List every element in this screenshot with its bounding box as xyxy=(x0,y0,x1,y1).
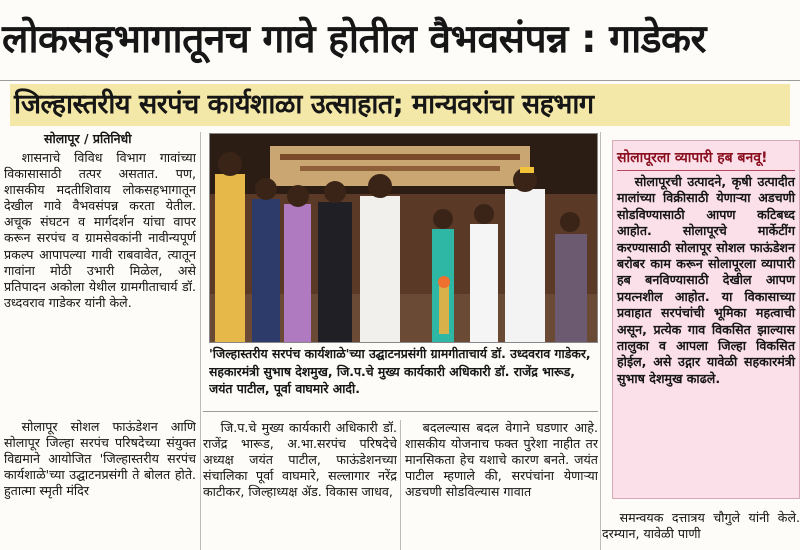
column-divider xyxy=(200,132,201,550)
article-column-2 xyxy=(203,420,397,550)
column-divider xyxy=(400,420,401,550)
sidebar-box xyxy=(612,140,800,499)
photo-caption: 'जिल्हास्तरीय सरपंच कार्यशाळे'च्या उद्घाटनप्रसंगी ग्रामगीताचार्य डॉ. उध्दवराव गाडेकर, सहकारमंत्री सुभाष देशमुख, जि.प.चे मुख्य कार्यकारी अधिकारी डॉ. राजेंद्र भारूड, जयंत पाटील, पूर्वा वाघमारे आदी. xyxy=(209,346,591,396)
article-column-1-top xyxy=(4,150,196,395)
paragraph: समन्वयक दत्तात्रय चौगुले यांनी केले. दरम्यान, यावेळी पाणी xyxy=(602,510,800,542)
event-photo xyxy=(209,133,598,343)
byline: सोलापूर / प्रतिनिधी xyxy=(44,131,132,146)
sidebar-body xyxy=(617,174,795,387)
paragraph: शासनाचे विविध विभाग गावांच्या विकासासाठी तत्पर असतात. पण, शासकीय मदतीशिवाय लोकसहभागातून देखील गावे वैभवसंपन्न करता येतील. अचूक संघटन व मार्गदर्शन यांचा वापर करून सरपंच व ग्रामसेवकांनी नावीन्यपूर्ण प्रकल्प आपापल्या गावी राबवावेत, त्यातून गावांना मोठी उभारी मिळेल, असे प्रतिपादन अकोला येथील ग्रामगीताचार्य डॉ. उध्दवराव गाडेकर यांनी केले. xyxy=(4,150,196,310)
article-column-1-bottom xyxy=(4,419,196,550)
article-column-3 xyxy=(405,420,598,550)
article-column-4 xyxy=(602,510,800,550)
caption-rule xyxy=(203,411,598,412)
subheadline: जिल्हास्तरीय सरपंच कार्यशाळा उत्साहात; मान्यवरांचा सहभाग xyxy=(10,84,790,126)
paragraph: जि.प.चे मुख्य कार्यकारी अधिकारी डॉ. राजेंद्र भारूड, अ.भा.सरपंच परिषदेचे अध्यक्ष जयंत पाटील, फाऊंडेशनच्या संचालिका पूर्वा वाघमारे, सल्लागार नरेंद्र काटीकर, जिल्हाध्यक्ष ॲड. विकास जाधव, xyxy=(203,420,397,500)
headline-rule xyxy=(0,80,800,81)
headline: लोकसहभागातूनच गावे होतील वैभवसंपन्न : गाडेकर xyxy=(2,17,706,62)
sidebar-title: सोलापूरला व्यापारी हब बनवू! xyxy=(617,148,795,171)
column-divider xyxy=(600,132,601,550)
paragraph: सोलापूरची उत्पादने, कृषी उत्पादीत मालांच्या विक्रीसाठी येणाऱ्या अडचणी सोडविण्यासाठी आपण कटिबध्द आहोत. सोलापूरचे मार्केटींग करण्यासाठी सोलापूर सोशल फाऊंडेशन बरोबर काम करून सोलापूरला व्यापारी हब बनविण्यासाठी देखील आपण प्रयत्नशील आहोत. या विकासाच्या प्रवाहात सरपंचांची भूमिका महत्वाची असून, प्रत्येक गाव विकसित झाल्यास तालुका व आपला जिल्हा विकसित होईल, असे उद्गार यावेळी सहकारमंत्री सुभाष देशमुख काढले. xyxy=(617,174,795,386)
paragraph: सोलापूर सोशल फाऊंडेशन आणि सोलापूर जिल्हा सरपंच परिषदेच्या संयुक्त विद्यमाने आयोजित 'जिल्हास्तरीय सरपंच कार्यशाळे'च्या उद्घाटनप्रसंगी ते बोलत होते. हुतात्मा स्मृती मंदिर xyxy=(4,419,196,499)
paragraph: बदलल्यास बदल वेगाने घडणार आहे. शासकीय योजनाच फक्त पुरेशा नाहीत तर मानसिकता हेच यशाचे कारण बनते. जयंत पाटील म्हणाले की, सरपंचांना येणाऱ्या अडचणी सोडविल्यास गावात xyxy=(405,420,598,500)
